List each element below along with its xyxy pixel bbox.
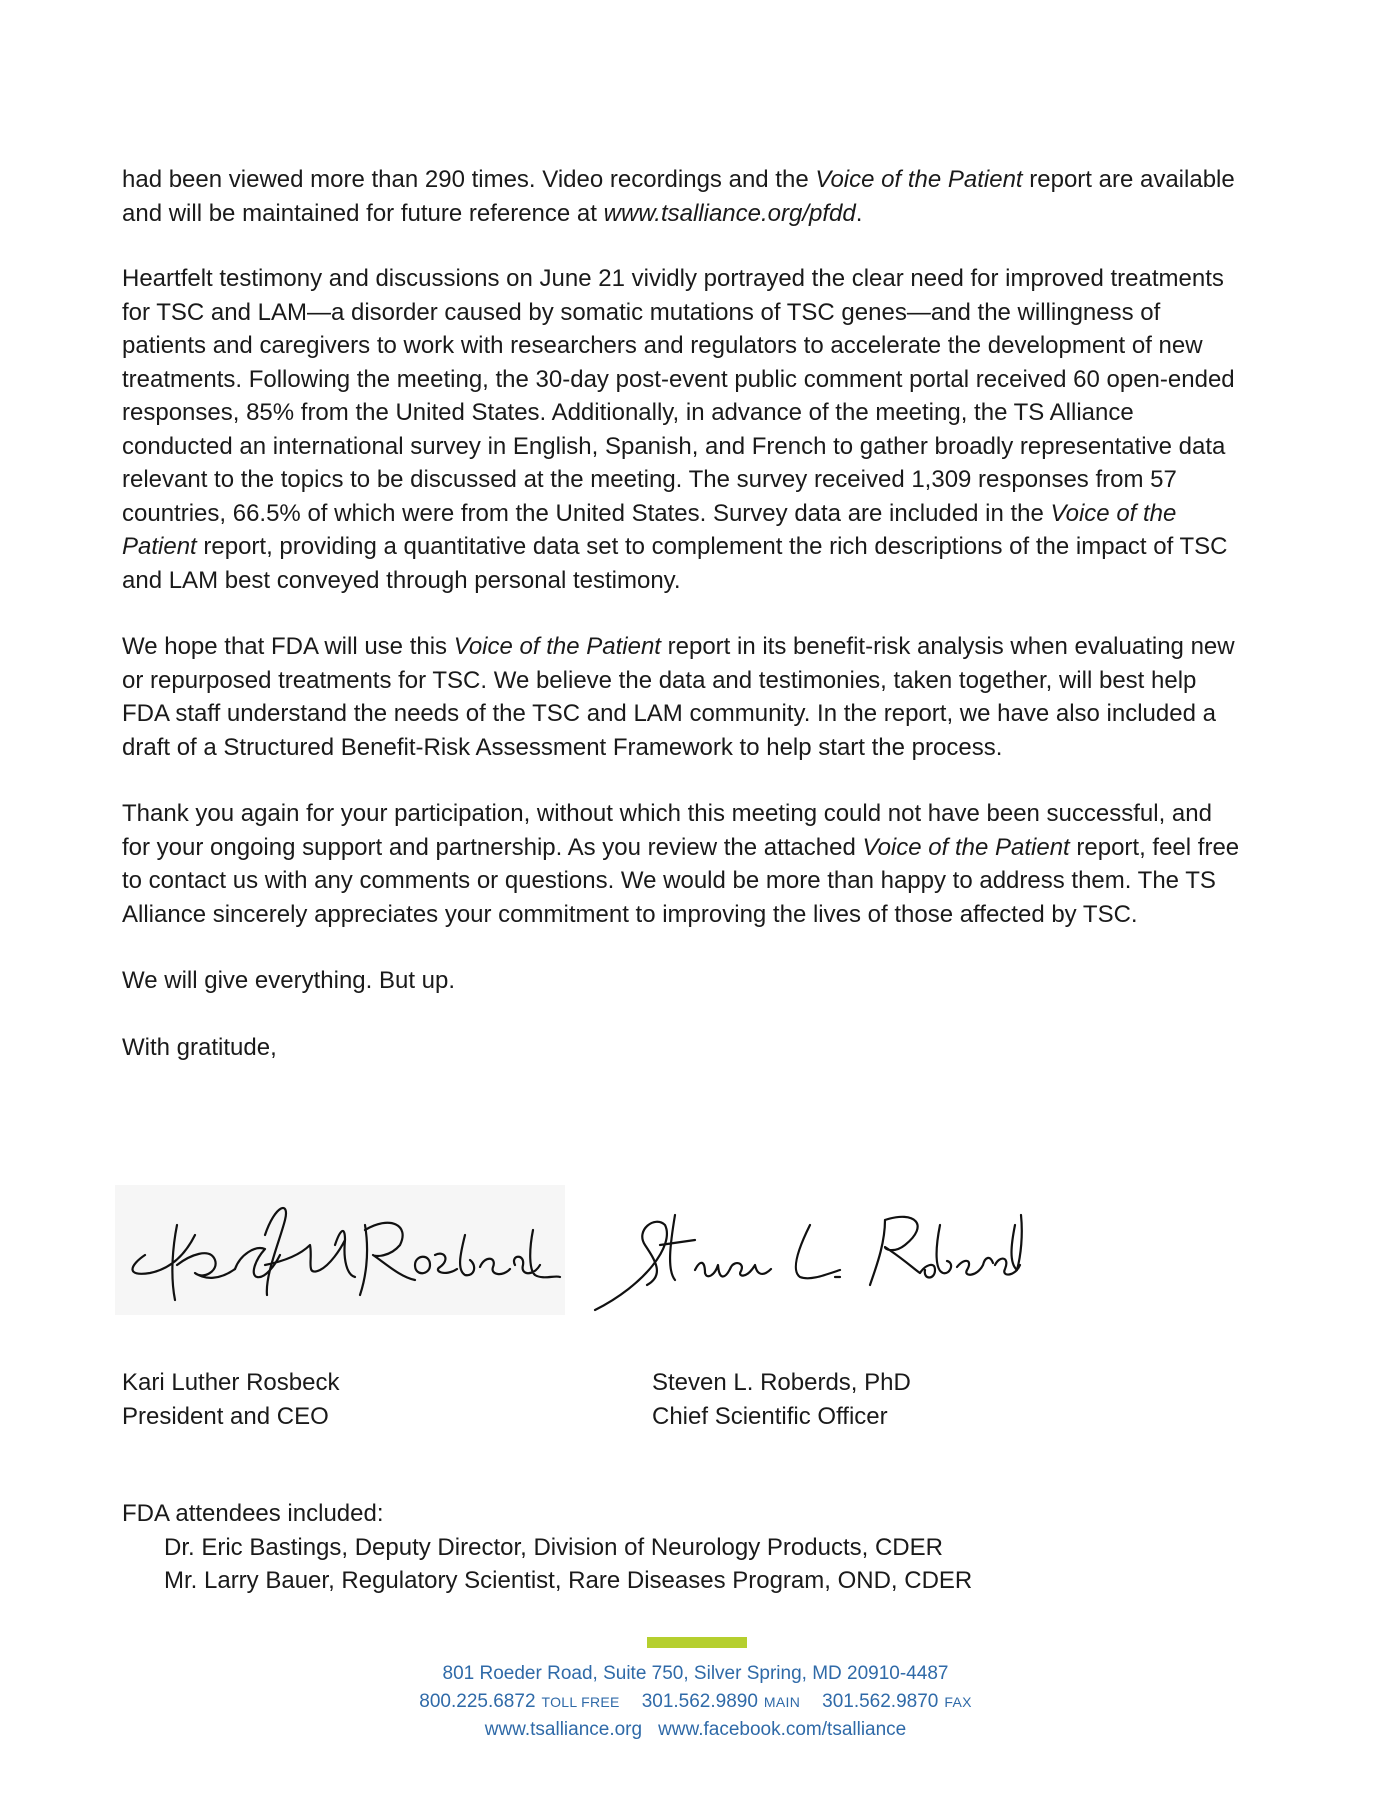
attendee-item: Mr. Larry Bauer, Regulatory Scientist, Rare Diseases Program, OND, CDER [164, 1567, 973, 1594]
signer-name: Kari Luther Rosbeck [122, 1369, 340, 1396]
footer-links [0, 1716, 1391, 1744]
footer-accent-bar [647, 1637, 747, 1648]
p1-url: www.tsalliance.org/pfdd [603, 199, 856, 227]
phone-fax-number: 301.562.9870 [822, 1691, 939, 1712]
fda-attendees [122, 1497, 972, 1598]
letterhead-footer [0, 1660, 1391, 1744]
letter-body [122, 163, 1242, 1097]
paragraph-2 [122, 262, 1242, 597]
phone-main-number: 301.562.9890 [641, 1691, 758, 1712]
phone-toll-free-number: 800.225.6872 [419, 1691, 536, 1712]
p3-report-title: Voice of the Patient [453, 633, 661, 660]
facebook-link[interactable]: www.facebook.com/tsalliance [658, 1719, 907, 1740]
p2-text-a: Heartfelt testimony and discussions on June 21 vividly portrayed the clear need for improved treatments for TSC and LAM—a disorder caused by somatic mutations of TSC genes—and the willingness of patients and caregivers to work with researchers and regulators to accelerate the development of new treatments. Following the meeting, the 30-day post-event public comment portal received 60 open-ended responses, 85% from the United States. Additionally, in advance of the meeting, the TS Alliance conducted an international survey in English, Spanish, and French to gather broadly representative data relevant to the topics to be discussed at the meeting. The survey received 1,309 responses from 57 countries, 66.5% of which were from the United States. Survey data are included in the [122, 265, 1235, 527]
footer-phones [0, 1688, 1391, 1716]
paragraph-5: We will give everything. But up. [122, 967, 456, 994]
paragraph-4 [122, 797, 1242, 931]
signer-rosbeck [122, 1366, 339, 1434]
paragraph-3 [122, 630, 1242, 764]
phone-main-label: MAIN [763, 1694, 801, 1710]
p2-text-b: report, providing a quantitative data set to complement the rich descriptions of the impact of TSC and LAM best conveyed through personal testimony. [122, 533, 1228, 594]
phone-toll-free-label: TOLL FREE [541, 1694, 620, 1710]
signature-area [115, 1185, 1015, 1315]
p1-text-c: . [855, 199, 863, 227]
p4-text-b: report, feel free to contact us with any comments or questions. We would be more than happy to address them. The TS Alliance sincerely appreciates your commitment to improving the lives of those affected by TSC. [122, 833, 1240, 928]
p3-text-b: report in its benefit-risk analysis when evaluating new or repurposed treatments for TSC. We believe the data and testimonies, taken together, will best help FDA staff understand the needs of the TSC and LAM community. In the report, we have also included a draft of a Structured Benefit-Risk Assessment Framework to help start the process. [122, 633, 1235, 761]
p1-text-a: had been viewed more than 290 times. Video recordings and the [122, 166, 816, 193]
phone-fax-label: FAX [944, 1694, 972, 1710]
signature-roberds-image [585, 1185, 1025, 1315]
attendee-item: Dr. Eric Bastings, Deputy Director, Division of Neurology Products, CDER [164, 1533, 943, 1561]
p3-text-a: We hope that FDA will use this [122, 633, 454, 660]
paragraph-1 [122, 163, 1242, 230]
p1-text-b: report are available and will be maintained for future reference at [122, 166, 1235, 227]
signature-rosbeck-drawing [115, 1185, 565, 1315]
website-link[interactable]: www.tsalliance.org [484, 1719, 643, 1740]
signature-roberds-drawing [585, 1185, 1025, 1315]
signer-roberds [652, 1366, 911, 1434]
signer-title: President and CEO [122, 1403, 329, 1430]
p1-report-title: Voice of the Patient [815, 166, 1023, 193]
signer-name: Steven L. Roberds, PhD [652, 1369, 911, 1396]
signature-rosbeck-image [115, 1185, 565, 1315]
signer-title: Chief Scientific Officer [652, 1403, 888, 1430]
p4-report-title: Voice of the Patient [862, 833, 1070, 861]
footer-address: 801 Roeder Road, Suite 750, Silver Spring, MD 20910-4487 [442, 1663, 949, 1684]
closing-line: With gratitude, [122, 1033, 277, 1061]
p2-report-title: Voice of the Patient [122, 499, 1177, 560]
attendees-heading: FDA attendees included: [122, 1500, 384, 1527]
p4-text-a: Thank you again for your participation, without which this meeting could not have been successful, and for your ongoing support and partnership. As you review the attached [122, 800, 1212, 861]
